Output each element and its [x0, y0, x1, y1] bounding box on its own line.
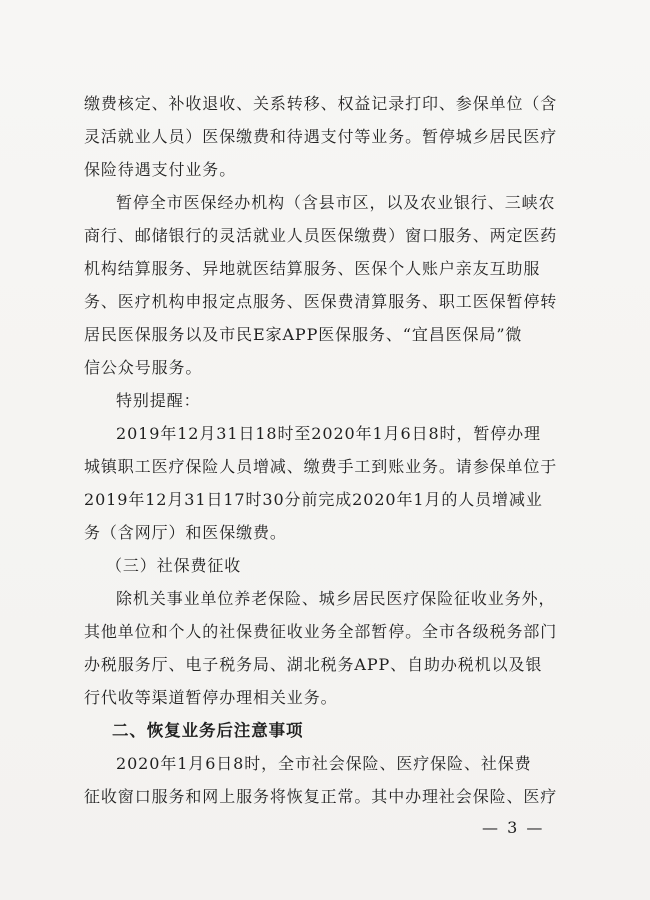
paragraph-start-line: 2019年12月31日18时至2020年1月6日8时，暂停办理 — [116, 424, 541, 443]
body-line: 其他单位和个人的社保费征收业务全部暂停。全市各级税务部门 — [84, 622, 558, 641]
body-line: 商行、邮储银行的灵活就业人员医保缴费）窗口服务、两定医药 — [84, 226, 558, 245]
body-line: 保险待遇支付业务。 — [84, 160, 237, 179]
body-line: 行代收等渠道暂停办理相关业务。 — [84, 688, 338, 707]
body-line: 灵活就业人员）医保缴费和待遇支付等业务。暂停城乡居民医疗 — [84, 127, 558, 146]
paragraph-start-line: 暂停全市医保经办机构（含县市区，以及农业银行、三峡农 — [116, 193, 556, 212]
section-heading: 二、恢复业务后注意事项 — [112, 721, 304, 740]
body-line: 办税服务厅、电子税务局、湖北税务APP、自助办税机以及银 — [84, 655, 543, 674]
subsection-heading: （三）社保费征收 — [106, 556, 242, 575]
page-number: — 3 — — [482, 818, 545, 837]
body-line: 务（含网厅）和医保缴费。 — [84, 523, 287, 542]
body-line: 2019年12月31日17时30分前完成2020年1月的人员增减业 — [84, 490, 543, 509]
body-line: 征收窗口服务和网上服务将恢复正常。其中办理社会保险、医疗 — [84, 787, 558, 806]
body-line: 机构结算服务、异地就医结算服务、医保个人账户亲友互助服 — [84, 259, 541, 278]
special-reminder-label: 特别提醒： — [116, 391, 201, 410]
paragraph-start-line: 除机关事业单位养老保险、城乡居民医疗保险征收业务外， — [116, 589, 556, 608]
paragraph-start-line: 2020年1月6日8时，全市社会保险、医疗保险、社保费 — [116, 754, 532, 773]
body-line: 信公众号服务。 — [84, 358, 203, 377]
body-line: 缴费核定、补收退收、关系转移、权益记录打印、参保单位（含 — [84, 94, 558, 113]
body-line: 务、医疗机构申报定点服务、医保费清算服务、职工医保暂停转 — [84, 292, 558, 311]
body-line: 城镇职工医疗保险人员增减、缴费手工到账业务。请参保单位于 — [84, 457, 558, 476]
body-line: 居民医保服务以及市民E家APP医保服务、“宜昌医保局”微 — [84, 325, 523, 344]
